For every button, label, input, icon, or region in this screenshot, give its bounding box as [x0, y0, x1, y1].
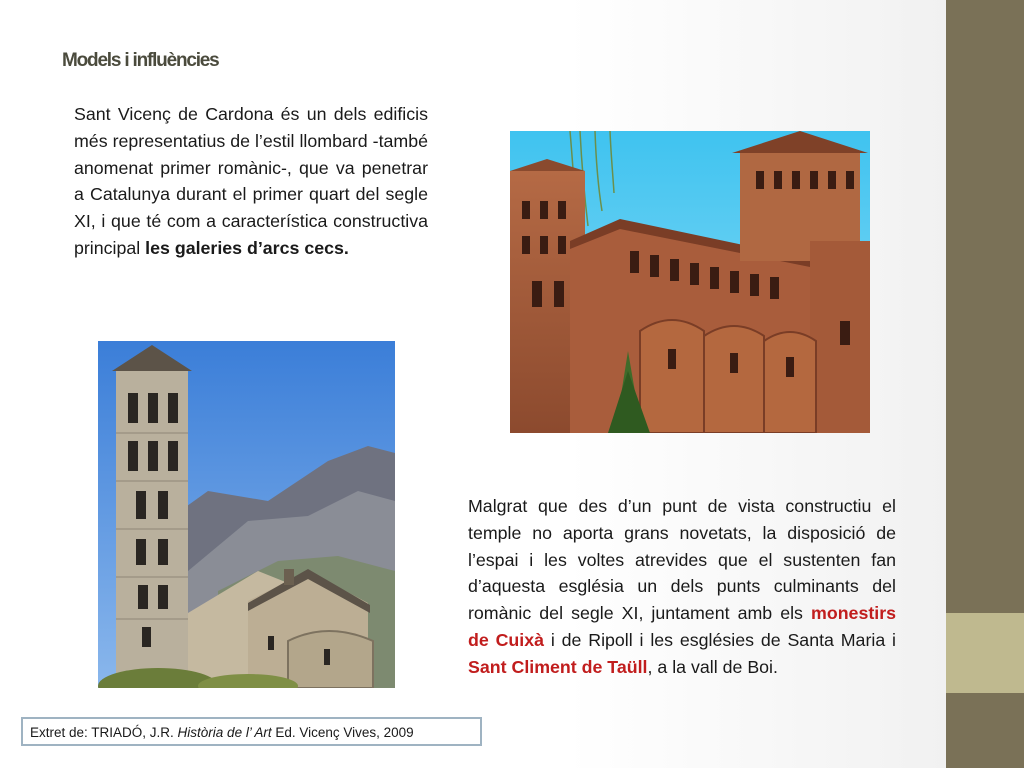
highlight-cuixa: monestirs de Cuixà [468, 603, 896, 650]
taull-tower-photo [98, 341, 395, 688]
paragraph-text: Sant Vicenç de Cardona és un dels edificis més representatius de l’estil llombard -també anomenat primer romànic-, que va penetrar a Catalunya durant el primer quart del segle XI, i que té com a característica constructiva principal [74, 104, 428, 258]
citation-prefix: Extret de: TRIADÓ, J.R. [30, 725, 178, 740]
paragraph-text-a: Malgrat que des d’un punt de vista constructiu el temple no aporta grans novetats, la disposició de l’espai i les voltes atrevides que el sustenten fan d’aquesta església un dels punts culminants del romànic del segle XI, juntament amb els [468, 496, 896, 624]
sidebar-accent-block [946, 613, 1024, 693]
highlight-bold-text: les galeries d’arcs cecs. [145, 237, 349, 258]
cardona-church-photo [510, 131, 870, 433]
slide-title: Models i influències [62, 50, 219, 71]
citation-suffix: Ed. Vicenç Vives, 2009 [271, 725, 414, 740]
paragraph-cardona [74, 101, 428, 262]
citation-box [21, 717, 482, 746]
highlight-taull: Sant Climent de Taüll [468, 656, 648, 677]
citation-book-title: Història de l’ Art [177, 725, 272, 740]
paragraph-text-c: , a la vall de Boi. [647, 656, 778, 677]
paragraph-romanesque [468, 493, 896, 681]
paragraph-text-b: i de Ripoll i les esglésies de Santa Maria i [544, 629, 896, 650]
